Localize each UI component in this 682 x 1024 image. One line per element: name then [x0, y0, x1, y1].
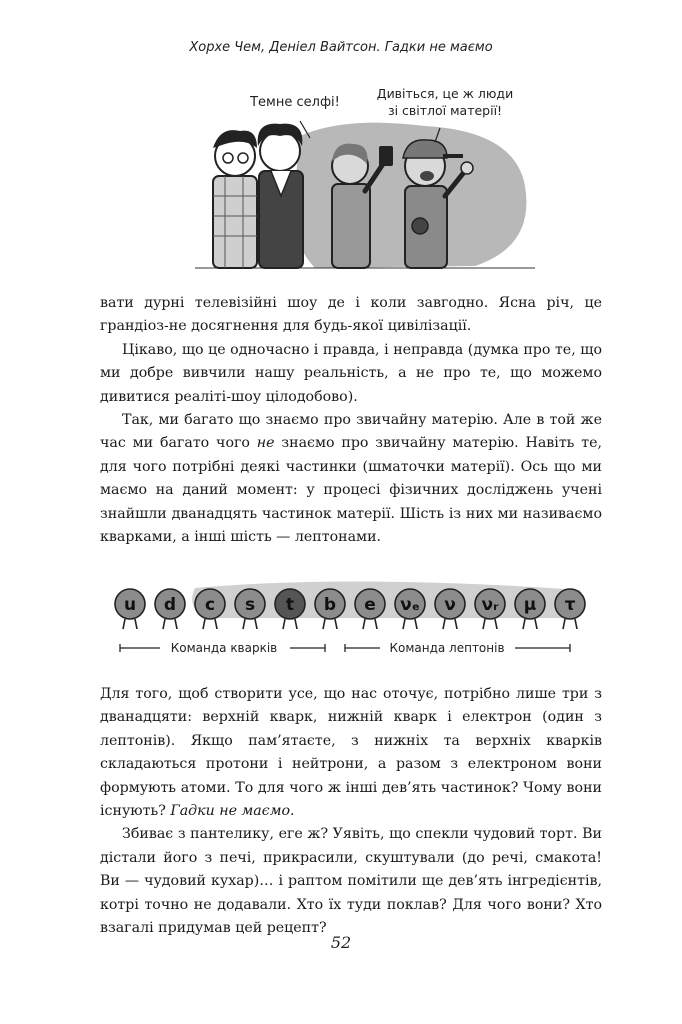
particle-symbol: b: [323, 595, 337, 615]
particle-legs: [363, 619, 377, 629]
particle-legs: [483, 619, 497, 629]
left-person-curly-hair: [258, 124, 303, 268]
particle-symbol: τ: [564, 595, 576, 615]
quark-team-label: Команда кварків: [170, 641, 278, 655]
selfie-cartoon-illustration: [95, 76, 595, 276]
paragraph: Для того, щоб створити усе, що нас оточує, потрібно лише три з дванадцяти: верхній кварк, нижній кварк і електрон (один з лептонів). Якщо пам’ятаєте, з нижніх та верхніх кварків складаються протони і нейтрони, а разом з електроном вони формують атоми. То для чого ж інші дев’ять частинок? Чому вони існують? Гадки не маємо.: [100, 686, 602, 820]
left-person-glasses: [213, 130, 257, 268]
particle-symbol: νᵣ: [481, 595, 499, 615]
particle-symbol: c: [204, 595, 216, 615]
particle-legs: [443, 619, 457, 629]
particle-10: [515, 589, 545, 629]
particle-7: [395, 589, 425, 629]
particle-2: [195, 589, 225, 629]
particle-symbol: t: [285, 595, 295, 615]
particle-symbol: ν: [444, 595, 456, 615]
paragraph: Цікаво, що це одночасно і правда, і неправда (думка про те, що ми добре вивчили нашу реальність, а не про те, що можемо дивитися реаліті-шоу цілодобово).: [100, 341, 602, 405]
particle-5: [315, 589, 345, 629]
particle-legs: [323, 619, 337, 629]
particle-3: [235, 589, 265, 629]
particle-legs: [283, 619, 297, 629]
particle-1: [155, 589, 185, 629]
particle-8: [435, 589, 465, 629]
running-header: Хорхе Чем, Деніел Вайтсон. Гадки не маємо: [189, 40, 493, 55]
particle-0: [115, 589, 145, 629]
particle-legs: [403, 619, 417, 629]
text-block-2: [100, 683, 602, 940]
text-block-1: [100, 292, 602, 549]
particle-legs: [523, 619, 537, 629]
particle-11: [555, 589, 585, 629]
particle-legs: [563, 619, 577, 629]
particle-symbol: s: [244, 595, 256, 615]
lepton-team-label: Команда лептонів: [389, 641, 505, 655]
speech-bubble-right-line1: Дивіться, це ж люди: [376, 86, 514, 101]
particle-4: [275, 589, 305, 629]
paragraph: Так, ми багато що знаємо про звичайну матерію. Але в той же час ми багато чого не знаємо про звичайну матерію. Навіть те, для чого потрібні деякі частинки (шматочки матерії). Ось що ми маємо на даний момент: у процесі фізичних досліджень учені знайшли дванадцять частинок матерії. Шість із них ми називаємо кварками, а інші шість — лептонами.: [100, 412, 602, 546]
particle-symbol: e: [364, 595, 376, 615]
particle-9: [475, 589, 505, 629]
emphasis: Гадки не маємо.: [170, 803, 295, 820]
speech-bubble-left: Темне селфі!: [250, 95, 340, 110]
particle-legs: [163, 619, 177, 629]
speech-bubble-right-line2: зі світлої матерії!: [387, 103, 503, 118]
paragraph: вати дурні телевізійні шоу де і коли завгодно. Ясна річ, це грандіоз-не досягнення для будь-якої цивілізації.: [100, 295, 602, 335]
paragraph: Збиває з пантелику, еге ж? Уявіть, що спекли чудовий торт. Ви дістали його з печі, прикрасили, скуштували (до речі, смакота! Ви — чудовий кухар)… і раптом помітили ще дев’ять інгредієнтів, котрі точно не додавали. Хто їх туди поклав? Для чого вони? Хто взагалі придумав цей рецепт?: [100, 826, 602, 937]
particle-6: [355, 589, 385, 629]
particles-lineup-illustration: [100, 580, 600, 670]
emphasis: не: [256, 435, 275, 452]
particle-symbol: u: [123, 595, 137, 615]
page-number: 52: [330, 933, 352, 952]
particle-legs: [203, 619, 217, 629]
particle-symbol: νₑ: [400, 595, 420, 615]
particle-symbol: d: [163, 595, 177, 615]
particle-legs: [243, 619, 257, 629]
particle-symbol: μ: [523, 595, 537, 615]
particle-legs: [123, 619, 137, 629]
